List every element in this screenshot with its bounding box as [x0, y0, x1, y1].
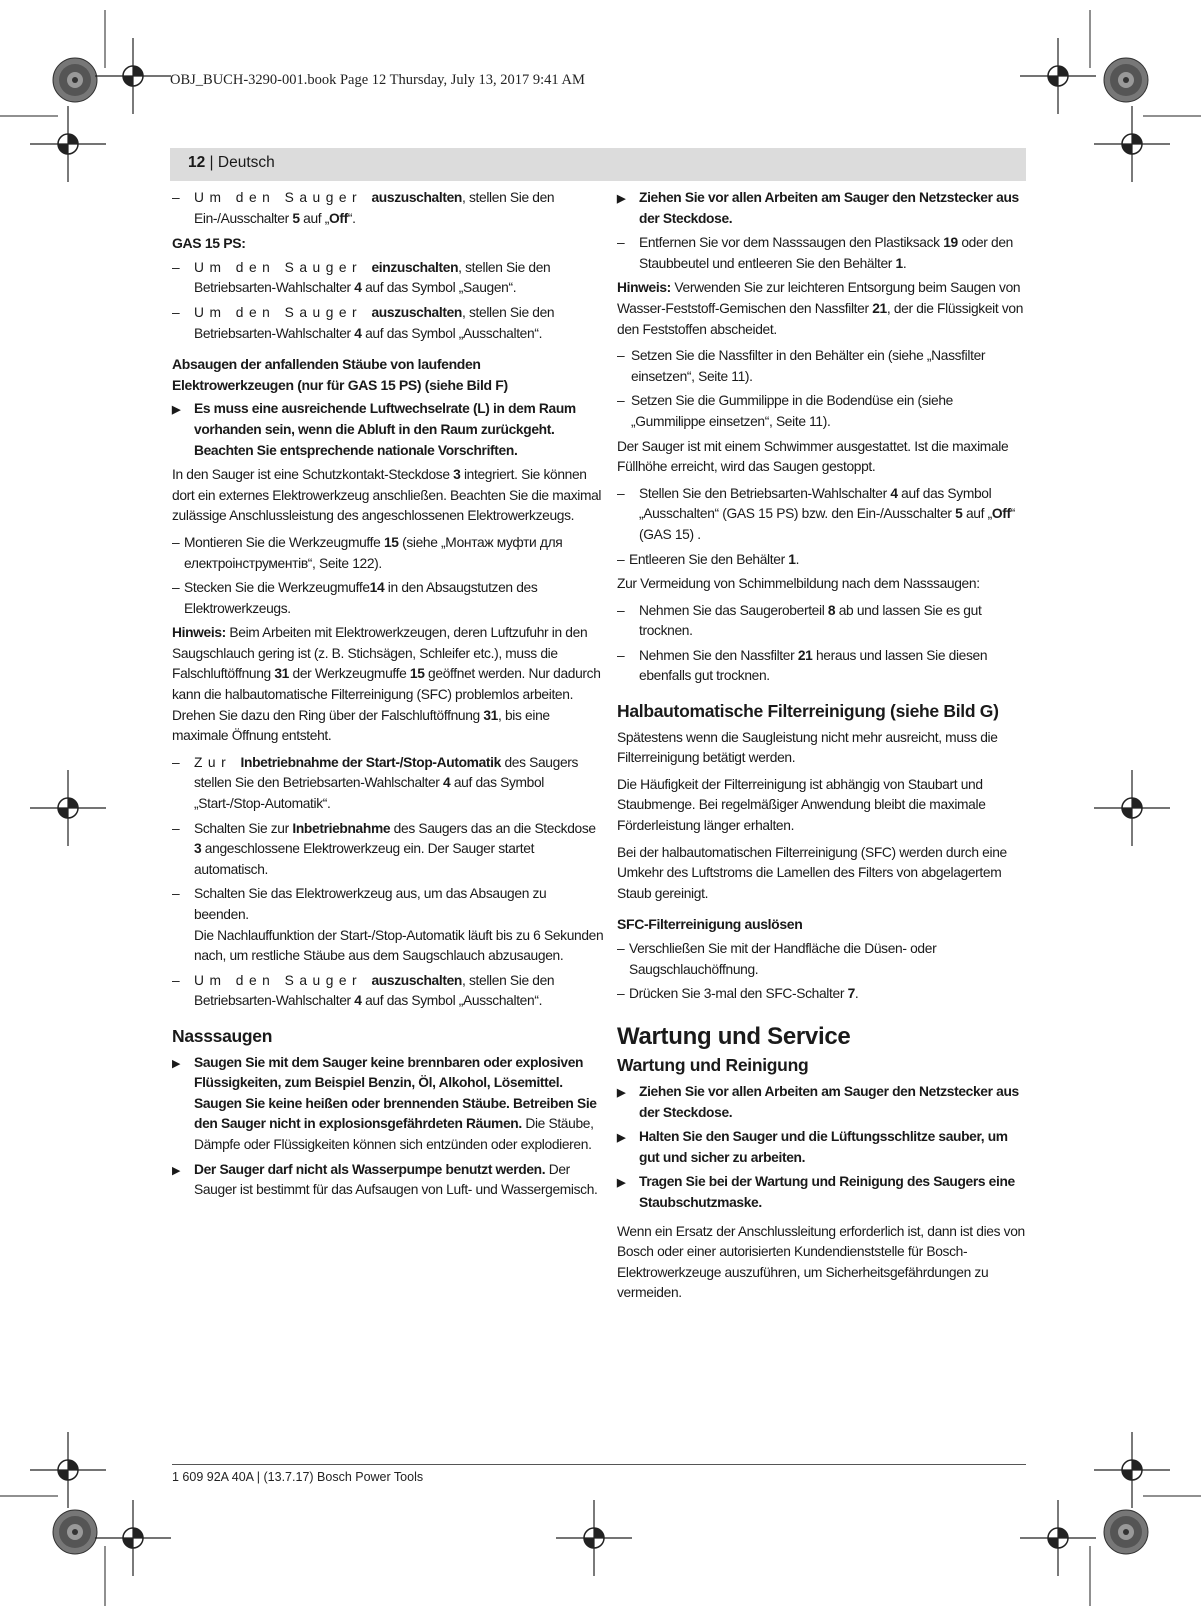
right-column: [617, 188, 1027, 1310]
absaugen-heading: Absaugen der anfallenden Stäube von laufenden Elektrowerkzeugen (nur für GAS 15 PS) (siehe Bild F): [172, 356, 508, 393]
reg-wheel-br: [1104, 1510, 1148, 1554]
warning-item: ▶ Tragen Sie bei der Wartung und Reinigung des Saugers eine Staubschutzmaske.: [617, 1174, 1015, 1210]
sfc-subheading: SFC-Filterreinigung auslösen: [617, 916, 803, 933]
wartung-heading: Wartung und Service: [617, 1022, 851, 1050]
reg-wheel-tr: [1104, 58, 1148, 102]
page-header: [170, 148, 1026, 181]
paragraph: Wenn ein Ersatz der Anschlussleitung erforderlich ist, dann ist dies von Bosch oder einer autorisierten Kundendienststelle für Bosch-Elektrowerkzeuge auszuführen, um Sicherheitsgefährdungen zu vermeiden.: [617, 1223, 1025, 1301]
reg-cross-top-right: [1020, 38, 1096, 114]
hinweis-paragraph: Hinweis: Beim Arbeiten mit Elektrowerkzeugen, deren Luftzufuhr in den Saugschlauch gering ist (z. B. Stichsägen, Schleifer etc.), muss die Falschluftöffnung 31 der Werkzeugmuffe 15 geöffnet werden. Nur dadurch kann die halbautomatische Filterreinigung (SFC) problemlos arbeiten.: [172, 625, 601, 703]
paragraph: Zur Vermeidung von Schimmelbildung nach dem Nasssaugen:: [617, 576, 980, 592]
reg-cross-bottom-mid: [556, 1500, 632, 1576]
reg-cross-bottom-right: [1020, 1500, 1096, 1576]
list-item: – Um den Sauger auszuschalten, stellen Sie den Ein-/Ausschalter 5 auf „Off“.: [172, 190, 555, 226]
page-number-label: [188, 154, 275, 172]
list-item: – Stecken Sie die Werkzeugmuffe14 in den Absaugstutzen des Elektrowerkzeugs.: [172, 580, 538, 616]
dash-glyph: –: [172, 190, 180, 205]
list-item: – Entleeren Sie den Behälter 1.: [617, 551, 800, 567]
list-item: – Schalten Sie das Elektrowerkzeug aus, um das Absaugen zu beenden. Die Nachlauffunktion der Start-/Stop-Automatik läuft bis zu 6 Sekunden nach, um restliche Stäube aus dem Saugschlauch abzusaugen.: [172, 886, 604, 964]
list-item: – Montieren Sie die Werkzeugmuffe 15 (siehe „Монтаж муфти для електроінструментів“, Seite 122).: [172, 534, 563, 571]
footer-rule: [172, 1464, 1026, 1465]
hinweis-paragraph: Hinweis: Verwenden Sie zur leichteren Entsorgung beim Saugen von Wasser-Feststoff-Gemischen den Nassfilter 21, der die Flüssigkeit von den Feststoffen abscheidet.: [617, 280, 1024, 337]
reg-wheel-tl: [53, 58, 97, 102]
warning-item: ▶ Ziehen Sie vor allen Arbeiten am Sauger den Netzstecker aus der Steckdose.: [617, 190, 1019, 226]
left-column: [172, 188, 604, 1205]
footer-text: 1 609 92A 40A | (13.7.17) Bosch Power Tools: [172, 1470, 424, 1484]
sfc-heading: Halbautomatische Filterreinigung (siehe Bild G): [617, 701, 999, 722]
warning-item: ▶ Halten Sie den Sauger und die Lüftungsschlitze sauber, um gut und sicher zu arbeiten.: [617, 1129, 1008, 1165]
warning-item: ▶ Es muss eine ausreichende Luftwechselrate (L) in dem Raum vorhanden sein, wenn die Abluft in den Raum zurückgeht. Beachten Sie entsprechende nationale Vorschriften.: [172, 401, 576, 458]
reg-cross-right-top: [1094, 106, 1170, 182]
reg-cross-left-mid: [30, 770, 106, 846]
wartung-subheading: Wartung und Reinigung: [617, 1055, 809, 1076]
list-item: – Zur Inbetriebnahme der Start-/Stop-Automatik des Saugers stellen Sie den Betriebsarten-Wahlschalter 4 auf das Symbol „Start-/Stop-Automatik“.: [172, 754, 579, 812]
list-item: – Setzen Sie die Gummilippe in die Bodendüse ein (siehe „Gummilippe einsetzen“, Seite 11).: [617, 393, 953, 429]
warning-item: ▶ Ziehen Sie vor allen Arbeiten am Sauger den Netzstecker aus der Steckdose.: [617, 1083, 1019, 1120]
list-item: – Setzen Sie die Nassfilter in den Behälter ein (siehe „Nassfilter einsetzen“, Seite 11).: [617, 348, 986, 384]
list-item: – Verschließen Sie mit der Handfläche die Düsen- oder Saugschlauchöffnung.: [617, 941, 937, 977]
section-name: | Deutsch: [205, 154, 275, 171]
list-item: – Entfernen Sie vor dem Nasssaugen den Plastiksack 19 oder den Staubbeutel und entleeren Sie den Behälter 1.: [617, 235, 1013, 271]
paragraph: Der Sauger ist mit einem Schwimmer ausgestattet. Ist die maximale Füllhöhe erreicht, wird das Saugen gestoppt.: [617, 438, 1009, 475]
list-item: – Um den Sauger auszuschalten, stellen Sie den Betriebsarten-Wahlschalter 4 auf das Symbol „Ausschalten“.: [172, 972, 555, 1009]
page-number: 12: [188, 154, 206, 171]
paragraph: Drehen Sie dazu den Ring über der Falschluftöffnung 31, bis eine maximale Öffnung entsteht.: [172, 707, 550, 744]
nass-heading: Nasssaugen: [172, 1025, 273, 1046]
paragraph: Die Häufigkeit der Filterreinigung ist abhängig von Staubart und Staubmenge. Bei regelmäßiger Anwendung bleibt die maximale Förderleistung länger erhalten.: [617, 776, 986, 834]
reg-cross-right-bottom: [1094, 1432, 1170, 1508]
print-slug: OBJ_BUCH-3290-001.book Page 12 Thursday, July 13, 2017 9:41 AM: [170, 72, 585, 88]
list-item: – Nehmen Sie das Saugeroberteil 8 ab und lassen Sie es gut trocknen.: [617, 602, 982, 639]
paragraph: Bei der halbautomatischen Filterreinigung (SFC) werden durch eine Umkehr des Luftstroms die Lamellen des Filters von abgelagertem Staub gereinigt.: [617, 844, 1007, 901]
warning-item: ▶ Der Sauger darf nicht als Wasserpumpe benutzt werden. Der Sauger ist bestimmt für das Aufsaugen von Luft- und Wassergemisch.: [172, 1161, 598, 1198]
reg-cross-top-left: [95, 38, 171, 114]
list-item: – Um den Sauger einzuschalten, stellen Sie den Betriebsarten-Wahlschalter 4 auf das Symbol „Saugen“.: [172, 259, 551, 296]
list-item: – Drücken Sie 3-mal den SFC-Schalter 7.: [617, 986, 859, 1002]
paragraph: In den Sauger ist eine Schutzkontakt-Steckdose 3 integriert. Sie können dort ein externes Elektrowerkzeug anschließen. Beachten Sie die maximal zulässige Anschlussleistung des angeschlossenen Elektrowerkzeugs.: [172, 467, 602, 524]
reg-cross-left-bottom: [30, 1432, 106, 1508]
reg-cross-left-top: [30, 106, 106, 182]
reg-cross-bottom-left: [95, 1500, 171, 1576]
warning-item: ▶ Saugen Sie mit dem Sauger keine brennbaren oder explosiven Flüssigkeiten, zum Beispiel Benzin, Öl, Alkohol, Lösemittel. Saugen Sie keine heißen oder brennenden Stäube. Betreiben Sie den Sauger nicht in explosionsgefährdeten Räumen. Die Stäube, Dämpfe oder Flüssigkeiten können sich entzünden oder explodieren.: [172, 1054, 597, 1152]
paragraph: Spätestens wenn die Saugleistung nicht mehr ausreicht, muss die Filterreinigung betätigt werden.: [617, 729, 998, 766]
reg-wheel-bl: [53, 1510, 97, 1554]
list-item: – Stellen Sie den Betriebsarten-Wahlschalter 4 auf das Symbol „Ausschalten“ (GAS 15 PS) bzw. den Ein-/Ausschalter 5 auf „Off“ (GAS 15) .: [617, 485, 1015, 542]
gas-heading: GAS 15 PS:: [172, 235, 246, 252]
list-item: – Nehmen Sie den Nassfilter 21 heraus und lassen Sie diesen ebenfalls gut trocknen.: [617, 647, 988, 684]
bullet-glyph: ▶: [172, 404, 181, 417]
list-item: – Schalten Sie zur Inbetriebnahme des Saugers das an die Steckdose 3 angeschlossene Elektrowerkzeug ein. Der Sauger startet automatisch.: [172, 820, 596, 877]
list-item: – Um den Sauger auszuschalten, stellen Sie den Betriebsarten-Wahlschalter 4 auf das Symbol „Ausschalten“.: [172, 304, 555, 341]
reg-cross-right-mid: [1094, 770, 1170, 846]
